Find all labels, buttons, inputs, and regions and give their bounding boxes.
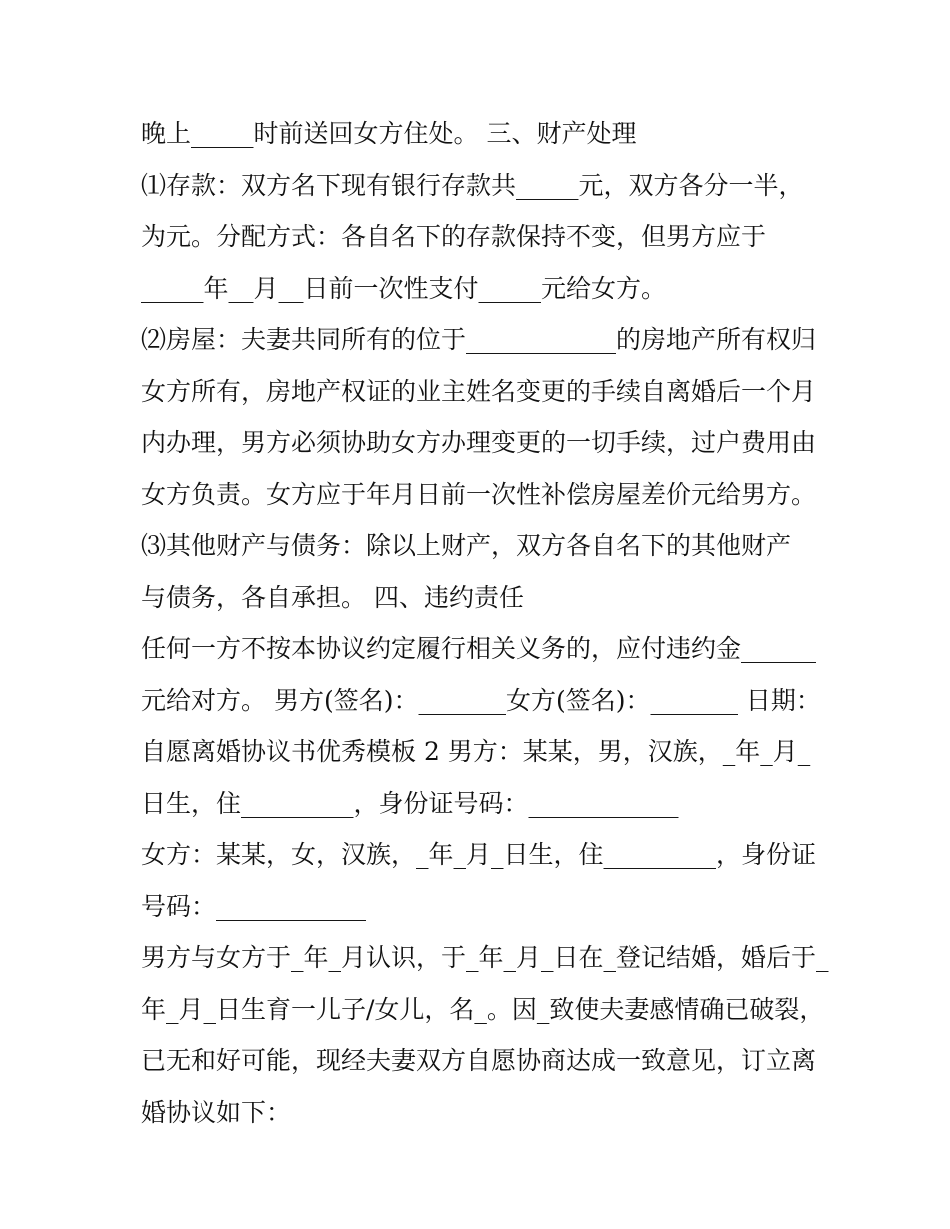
text-line: 年_月_日生育一儿子/女儿，名_。因_致使夫妻感情确已破裂， xyxy=(141,994,825,1024)
text-line: 任何一方不按本协议约定履行相关义务的，应付违约金______ xyxy=(141,634,817,663)
text-line: 自愿离婚协议书优秀模板 2 男方：某某，男，汉族，_年_月_ xyxy=(141,737,811,766)
text-line: 号码：____________ xyxy=(141,891,367,921)
text-line: 婚协议如下： xyxy=(141,1097,292,1127)
text-line: ⑶其他财产与债务：除以上财产，双方各自名下的其他财产 xyxy=(141,531,792,560)
text-line: 已无和好可能，现经夫妻双方自愿协商达成一致意见，订立离 xyxy=(141,1046,817,1075)
text-line: 女方负责。女方应于年月日前一次性补偿房屋差价元给男方。 xyxy=(141,479,817,509)
text-line: 为元。分配方式：各自名下的存款保持不变，但男方应于 xyxy=(141,222,767,251)
text-line: 内办理，男方必须协助女方办理变更的一切手续，过户费用由 xyxy=(141,428,817,457)
text-line: _____年__月__日前一次性支付_____元给女方。 xyxy=(141,273,667,303)
text-line: 男方与女方于_年_月认识，于_年_月_日在_登记结婚，婚后于_ xyxy=(141,943,829,972)
text-line: ⑵房屋：夫妻共同所有的位于____________的房地产所有权归 xyxy=(141,325,817,354)
text-line: 女方：某某，女，汉族，_年_月_日生，住_________，身份证 xyxy=(141,840,817,869)
text-line: 女方所有，房地产权证的业主姓名变更的手续自离婚后一个月 xyxy=(141,376,817,406)
text-line: 元给对方。 男方(签名)：_______女方(签名)：_______ 日期： xyxy=(141,685,821,715)
text-line: 与债务，各自承担。 四、违约责任 xyxy=(141,582,524,612)
document-body xyxy=(141,108,831,1138)
text-line: 日生，住_________，身份证号码：____________ xyxy=(141,788,679,818)
text-line: 晚上_____时前送回女方住处。 三、财产处理 xyxy=(141,119,637,148)
text-line: ⑴存款：双方名下现有银行存款共_____元，双方各分一半， xyxy=(141,170,804,200)
